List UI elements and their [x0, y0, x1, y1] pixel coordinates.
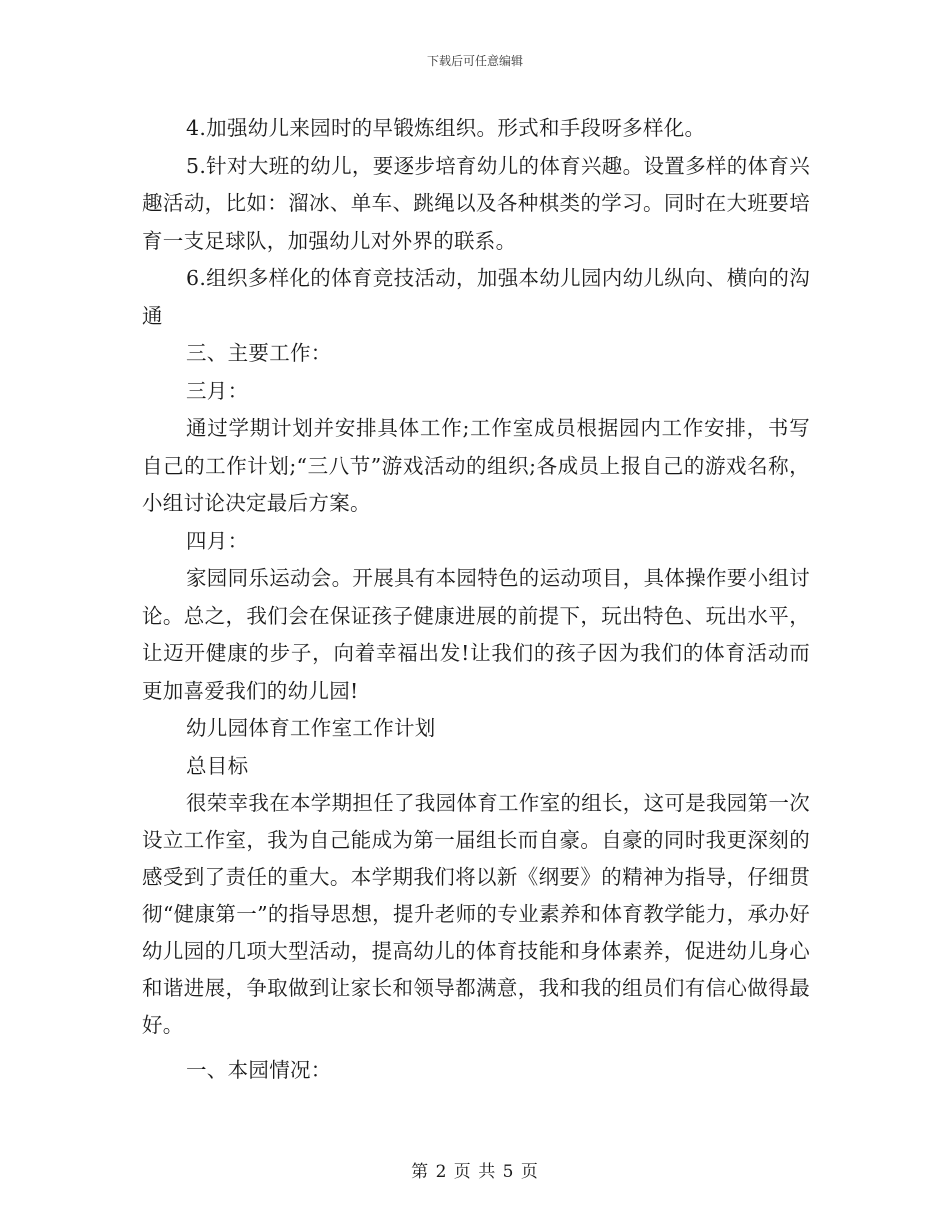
section-heading-kindergarten-situation: 一、本园情况：: [186, 1058, 332, 1082]
document-body: [142, 110, 810, 1090]
month-heading-april: 四月：: [186, 528, 249, 553]
paragraph-item-6: 6.组织多样化的体育竞技活动，加强本幼儿园内幼儿纵向、横向的沟通: [142, 266, 810, 328]
paragraph-april: 家园同乐运动会。开展具有本园特色的运动项目，具体操作要小组讨论。总之，我们会在保证孩子健康进展的前提下，玩出特色、玩出水平，让迈开健康的步子，向着幸福出发!让我们的孩子因为我们的体育活动而更加喜爱我们的幼儿园!: [142, 566, 810, 703]
month-heading-march: 三月：: [186, 378, 249, 403]
paragraph-item-5: 5.针对大班的幼儿，要逐步培育幼儿的体育兴趣。设置多样的体育兴趣活动，比如：溜冰、单车、跳绳以及各种棋类的学习。同时在大班要培育一支足球队，加强幼儿对外界的联系。: [142, 153, 810, 253]
section-heading-main-work: 三、主要工作：: [186, 341, 332, 365]
document-subtitle: 幼儿园体育工作室工作计划: [186, 716, 436, 740]
heading-overall-goal: 总目标: [186, 753, 249, 778]
paragraph-march: 通过学期计划并安排具体工作;工作室成员根据园内工作安排，书写自己的工作计划;“三八节”游戏活动的组织;各成员上报自己的游戏名称，小组讨论决定最后方案。: [142, 416, 810, 515]
page-header: 下载后可任意编辑: [426, 54, 523, 68]
page-number: 第 2 页 共 5 页: [411, 1162, 539, 1182]
paragraph-overall-goal: 很荣幸我在本学期担任了我园体育工作室的组长，这可是我园第一次设立工作室，我为自己能成为第一届组长而自豪。自豪的同时我更深刻的感受到了责任的重大。本学期我们将以新《纲要》的精神为指导，仔细贯彻“健康第一”的指导思想，提升老师的专业素养和体育教学能力，承办好幼儿园的几项大型活动，提高幼儿的体育技能和身体素养，促进幼儿身心和谐进展，争取做到让家长和领导都满意，我和我的组员们有信心做得最好。: [142, 791, 810, 1037]
paragraph-item-4: 4.加强幼儿来园时的早锻炼组织。形式和手段呀多样化。: [186, 116, 706, 140]
